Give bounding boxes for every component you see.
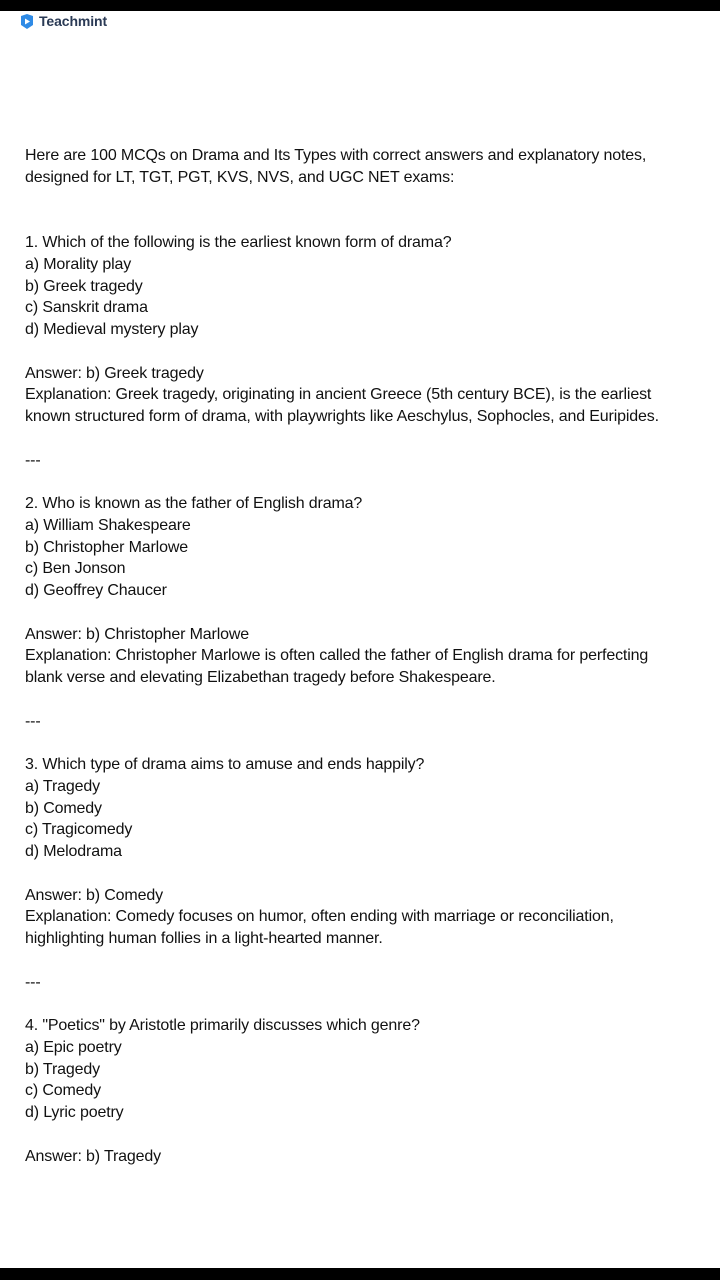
answer-option: b) Greek tragedy	[25, 277, 143, 295]
answer-text: Answer: b) Christopher Marlowe	[25, 625, 250, 643]
intro-text: designed for LT, TGT, PGT, KVS, NVS, and UGC NET exams:	[25, 168, 455, 186]
blank-line	[25, 732, 715, 754]
explanation-text: Explanation: Comedy focuses on humor, often ending with marriage or reconciliation,	[25, 908, 614, 926]
blank-line	[25, 950, 715, 972]
explanation-text: known structured form of drama, with playwrights like Aeschylus, Sophocles, and Euripides.	[25, 408, 659, 425]
blank-line	[25, 863, 715, 885]
separator: ---	[25, 973, 41, 991]
navigation-bar	[0, 1268, 720, 1280]
answer-option: c) Tragicomedy	[25, 821, 133, 839]
blank-line	[25, 689, 715, 711]
blank-line	[25, 1124, 715, 1146]
teachmint-logo-icon	[20, 14, 34, 29]
answer-option: a) Tragedy	[25, 777, 100, 795]
question-text: 2. Who is known as the father of English drama?	[25, 495, 363, 512]
answer-option: b) Comedy	[25, 799, 102, 817]
answer-option: c) Sanskrit drama	[25, 299, 148, 317]
separator: ---	[25, 451, 41, 469]
status-bar	[0, 0, 720, 11]
answer-option: b) Tragedy	[25, 1060, 100, 1078]
blank-line	[25, 471, 715, 493]
answer-text: Answer: b) Comedy	[25, 886, 163, 904]
answer-option: a) Morality play	[25, 255, 132, 273]
blank-line	[25, 210, 715, 232]
brand-name: Teachmint	[39, 13, 108, 29]
blank-line	[25, 428, 715, 450]
explanation-text: Explanation: Greek tragedy, originating in ancient Greece (5th century BCE), is the earliest	[25, 386, 652, 404]
answer-text: Answer: b) Tragedy	[25, 1147, 162, 1165]
question-text: 1. Which of the following is the earliest known form of drama?	[25, 234, 452, 251]
explanation-text: Explanation: Christopher Marlowe is often called the father of English drama for perfecting	[25, 647, 649, 665]
blank-line	[25, 602, 715, 624]
blank-line	[25, 341, 715, 363]
answer-option: b) Christopher Marlowe	[25, 538, 188, 556]
blank-line	[25, 993, 715, 1015]
document-content	[25, 145, 715, 1167]
intro-text: Here are 100 MCQs on Drama and Its Types with correct answers and explanatory notes,	[25, 147, 647, 164]
question-text: 4. "Poetics" by Aristotle primarily discusses which genre?	[25, 1017, 420, 1034]
explanation-text: highlighting human follies in a light-hearted manner.	[25, 930, 383, 947]
answer-option: d) Lyric poetry	[25, 1104, 124, 1121]
answer-option: a) Epic poetry	[25, 1038, 122, 1056]
answer-option: d) Geoffrey Chaucer	[25, 582, 167, 599]
answer-option: c) Comedy	[25, 1082, 102, 1100]
answer-option: d) Melodrama	[25, 843, 122, 860]
question-text: 3. Which type of drama aims to amuse and ends happily?	[25, 756, 425, 773]
teachmint-brand	[18, 12, 113, 30]
answer-option: d) Medieval mystery play	[25, 321, 199, 338]
explanation-text: blank verse and elevating Elizabethan tragedy before Shakespeare.	[25, 669, 496, 686]
blank-line	[25, 189, 715, 211]
separator: ---	[25, 712, 41, 730]
answer-option: c) Ben Jonson	[25, 560, 126, 578]
answer-option: a) William Shakespeare	[25, 516, 191, 534]
answer-text: Answer: b) Greek tragedy	[25, 364, 204, 382]
